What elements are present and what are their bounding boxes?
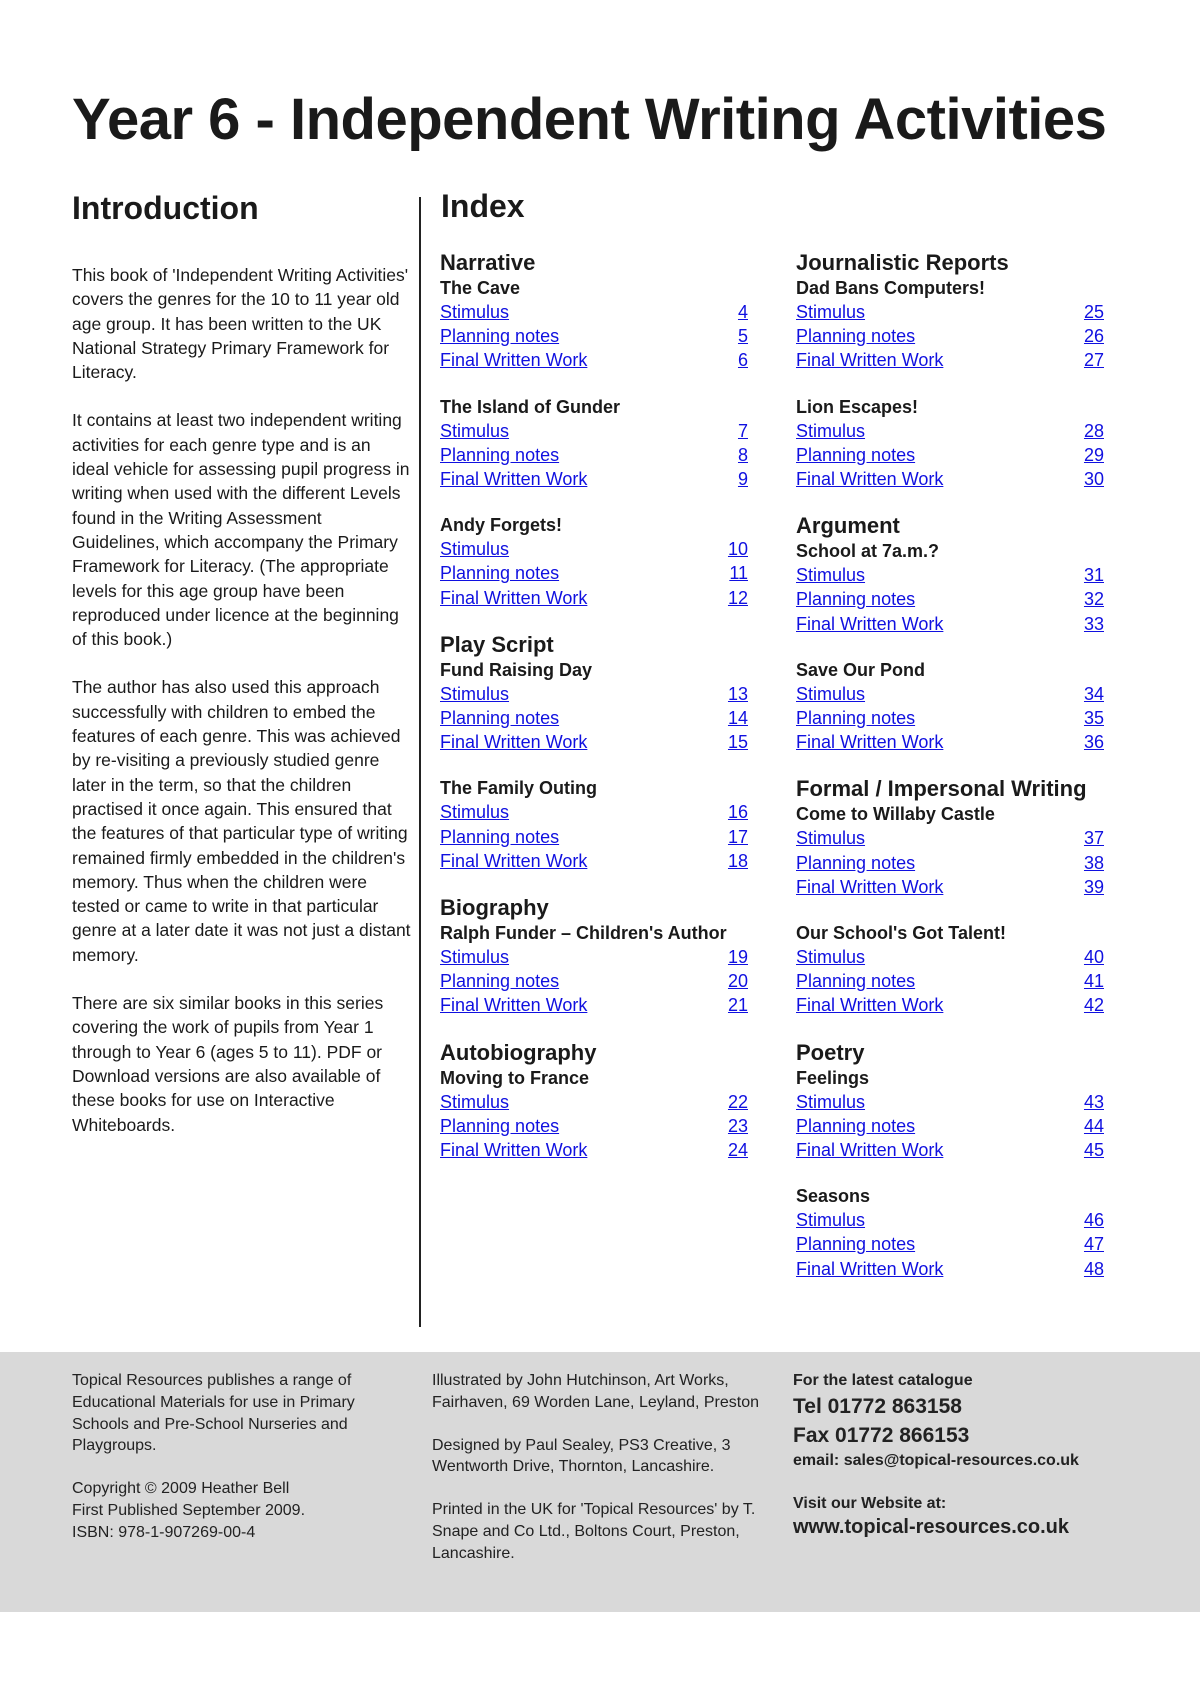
activity-title: Andy Forgets! xyxy=(440,515,563,536)
final-link[interactable]: Final Written Work xyxy=(796,350,944,371)
activity-save-our-pond xyxy=(796,658,1126,755)
genre-heading: Biography xyxy=(440,895,549,921)
planning-link[interactable]: Planning notes xyxy=(796,708,916,729)
genre-section-journalistic-reports xyxy=(796,250,1126,491)
planning-link[interactable]: Planning notes xyxy=(440,444,560,465)
website-url: www.topical-resources.co.uk xyxy=(793,1516,1070,1539)
activity-title: Dad Bans Computers! xyxy=(796,278,986,298)
page-number-link[interactable]: 20 xyxy=(727,971,748,992)
final-link[interactable]: Final Written Work xyxy=(440,850,588,871)
genre-section-argument xyxy=(796,513,1126,754)
activity-lion-escapes xyxy=(796,395,1126,492)
index-entry xyxy=(796,324,1104,348)
planning-link[interactable]: Planning notes xyxy=(796,589,916,610)
activity-title: The Cave xyxy=(440,278,521,298)
page-number-link[interactable]: 25 xyxy=(1083,302,1104,322)
planning-link[interactable]: Planning notes xyxy=(440,826,560,847)
website-label: Visit our Website at: xyxy=(793,1494,947,1512)
activity-title: Seasons xyxy=(796,1186,871,1207)
index-entry xyxy=(440,419,748,443)
activity-the-island-of-gunder xyxy=(440,395,770,492)
intro-paragraph-4: There are six similar books in this series covering the work of pupils from Year 1 through to Year 6 (ages 5 to 11). PDF or Download versions are also available of these books for use on Interactive Whiteboards. xyxy=(72,993,384,1135)
index-entry xyxy=(796,1114,1104,1138)
index-entry xyxy=(440,537,748,561)
planning-link[interactable]: Planning notes xyxy=(796,444,916,465)
page-number-link[interactable]: 33 xyxy=(1083,613,1104,634)
activity-the-cave xyxy=(440,276,770,373)
index-entry xyxy=(796,348,1104,372)
index-entry xyxy=(440,467,748,491)
page-number-link[interactable]: 34 xyxy=(1083,683,1104,704)
page-title: Year 6 - Independent Writing Activities xyxy=(72,87,1107,152)
column-divider xyxy=(419,197,421,1327)
planning-link[interactable]: Planning notes xyxy=(440,326,560,347)
page-number-link[interactable]: 26 xyxy=(1083,326,1104,347)
page-number-link[interactable]: 28 xyxy=(1083,420,1104,441)
email: email: sales@topical-resources.co.uk xyxy=(793,1451,1079,1469)
stimulus-link[interactable]: Stimulus xyxy=(440,420,510,441)
page-number-link[interactable]: 21 xyxy=(727,995,748,1016)
page-number-link[interactable]: 7 xyxy=(737,420,748,441)
footer-credits xyxy=(432,1370,772,1586)
activity-ralph-funder-children-s-author xyxy=(440,921,770,1018)
index-entry xyxy=(796,969,1104,993)
page-number-link[interactable]: 4 xyxy=(737,302,748,322)
activity-seasons xyxy=(796,1184,1126,1281)
final-link[interactable]: Final Written Work xyxy=(440,995,588,1016)
introduction-heading: Introduction xyxy=(72,190,259,226)
page-number-link[interactable]: 6 xyxy=(737,350,748,371)
stimulus-link[interactable]: Stimulus xyxy=(796,683,866,704)
index-entry xyxy=(440,945,748,969)
page-number-link[interactable]: 44 xyxy=(1083,1115,1104,1136)
index-entry xyxy=(796,826,1104,850)
activity-title: Fund Raising Day xyxy=(440,659,593,680)
designed-by: Designed by Paul Sealey, PS3 Creative, 3 Wentworth Drive, Thornton, Lancashire. xyxy=(432,1436,731,1476)
page-number-link[interactable]: 18 xyxy=(727,850,748,871)
stimulus-link[interactable]: Stimulus xyxy=(440,302,510,322)
activity-title: The Island of Gunder xyxy=(440,396,621,417)
genre-section-biography xyxy=(440,895,770,1018)
page-number-link[interactable]: 35 xyxy=(1083,708,1104,729)
final-link[interactable]: Final Written Work xyxy=(796,1258,944,1279)
activity-title: Lion Escapes! xyxy=(796,396,919,417)
page-number-link[interactable]: 13 xyxy=(727,683,748,704)
page-number-link[interactable]: 36 xyxy=(1083,732,1104,753)
activity-title: Come to Willaby Castle xyxy=(796,804,995,825)
stimulus-link[interactable]: Stimulus xyxy=(796,1091,866,1112)
stimulus-link[interactable]: Stimulus xyxy=(796,828,866,849)
page-number-link[interactable]: 9 xyxy=(737,469,748,490)
planning-link[interactable]: Planning notes xyxy=(440,563,560,584)
page-number-link[interactable]: 30 xyxy=(1083,469,1104,490)
index-entry xyxy=(796,612,1104,636)
index-entry xyxy=(440,561,748,585)
stimulus-link[interactable]: Stimulus xyxy=(796,420,866,441)
footer xyxy=(0,1352,1200,1612)
index-entry xyxy=(796,945,1104,969)
index-entry xyxy=(440,324,748,348)
index-entry xyxy=(796,1232,1104,1256)
index-entry xyxy=(440,1138,748,1162)
stimulus-link[interactable]: Stimulus xyxy=(796,565,866,586)
planning-link[interactable]: Planning notes xyxy=(796,1234,916,1255)
stimulus-link[interactable]: Stimulus xyxy=(440,947,510,968)
planning-link[interactable]: Planning notes xyxy=(796,326,916,347)
activity-title: Feelings xyxy=(796,1067,870,1088)
page-number-link[interactable]: 17 xyxy=(727,826,748,847)
page-number-link[interactable]: 40 xyxy=(1083,947,1104,968)
final-link[interactable]: Final Written Work xyxy=(796,469,944,490)
final-link[interactable]: Final Written Work xyxy=(440,587,588,608)
genre-section-poetry xyxy=(796,1040,1126,1281)
index-entry xyxy=(440,443,748,467)
activity-come-to-willaby-castle xyxy=(796,802,1126,899)
copyright: Copyright © 2009 Heather Bell xyxy=(72,1480,290,1498)
page-number-link[interactable]: 39 xyxy=(1083,876,1104,897)
index-entry xyxy=(796,706,1104,730)
publisher-description: Topical Resources publishes a range of Educational Materials for use in Primary Schools and Pre-School Nurseries and Playgroups. xyxy=(72,1372,355,1455)
genre-heading: Poetry xyxy=(796,1039,865,1065)
page-number-link[interactable]: 24 xyxy=(727,1140,748,1161)
stimulus-link[interactable]: Stimulus xyxy=(440,802,510,823)
stimulus-link[interactable]: Stimulus xyxy=(440,539,510,560)
activity-title: Our School's Got Talent! xyxy=(796,923,1006,944)
index-entry xyxy=(796,467,1104,491)
index-entry xyxy=(440,800,748,824)
index-entry xyxy=(440,730,748,754)
index-entry xyxy=(796,1257,1104,1281)
index-entry xyxy=(796,563,1104,587)
index-entry xyxy=(796,682,1104,706)
page-number-link[interactable]: 45 xyxy=(1083,1140,1104,1161)
stimulus-link[interactable]: Stimulus xyxy=(796,302,866,322)
stimulus-link[interactable]: Stimulus xyxy=(796,1210,866,1231)
index-entry xyxy=(440,682,748,706)
final-link[interactable]: Final Written Work xyxy=(440,350,588,371)
final-link[interactable]: Final Written Work xyxy=(440,1140,588,1161)
final-link[interactable]: Final Written Work xyxy=(796,1140,944,1161)
page-number-link[interactable]: 27 xyxy=(1083,350,1104,371)
page-number-link[interactable]: 11 xyxy=(729,563,748,584)
activity-title: Moving to France xyxy=(440,1067,590,1088)
stimulus-link[interactable]: Stimulus xyxy=(440,1091,510,1112)
index-entry xyxy=(796,1090,1104,1114)
index-entry xyxy=(796,730,1104,754)
genre-heading: Autobiography xyxy=(440,1039,597,1065)
index-column-left xyxy=(440,250,770,1184)
catalogue-label: For the latest catalogue xyxy=(793,1372,973,1389)
final-link[interactable]: Final Written Work xyxy=(440,732,588,753)
index-entry xyxy=(440,969,748,993)
genre-section-play-script xyxy=(440,632,770,873)
activity-title: Save Our Pond xyxy=(796,659,926,680)
final-link[interactable]: Final Written Work xyxy=(796,995,944,1016)
index-entry xyxy=(796,851,1104,875)
genre-heading: Journalistic Reports xyxy=(796,250,1009,275)
planning-link[interactable]: Planning notes xyxy=(440,708,560,729)
footer-contact xyxy=(793,1370,1173,1540)
index-entry xyxy=(440,993,748,1017)
activity-school-at-7a-m xyxy=(796,539,1126,636)
planning-link[interactable]: Planning notes xyxy=(796,1115,916,1136)
footer-publisher-info xyxy=(72,1370,402,1544)
page-number-link[interactable]: 42 xyxy=(1083,995,1104,1016)
index-entry xyxy=(440,825,748,849)
printed-by: Printed in the UK for 'Topical Resources' by T. Snape and Co Ltd., Boltons Court, Preston, Lancashire. xyxy=(432,1501,756,1562)
genre-section-narrative xyxy=(440,250,770,610)
page-number-link[interactable]: 37 xyxy=(1083,828,1104,849)
final-link[interactable]: Final Written Work xyxy=(796,876,944,897)
page-number-link[interactable]: 32 xyxy=(1083,589,1104,610)
index-column-right xyxy=(796,250,1126,1303)
index-entry xyxy=(440,1090,748,1114)
page-number-link[interactable]: 19 xyxy=(727,947,748,968)
activity-title: The Family Outing xyxy=(440,778,598,799)
index-entry xyxy=(440,300,748,324)
activity-andy-forgets xyxy=(440,513,770,610)
page-number-link[interactable]: 5 xyxy=(737,326,748,347)
genre-section-autobiography xyxy=(440,1040,770,1163)
page-number-link[interactable]: 31 xyxy=(1083,565,1104,586)
page-number-link[interactable]: 8 xyxy=(737,444,748,465)
page-number-link[interactable]: 15 xyxy=(727,732,748,753)
genre-heading: Play Script xyxy=(440,631,554,657)
activity-title: Ralph Funder – Children's Author xyxy=(440,923,727,944)
page-number-link[interactable]: 29 xyxy=(1083,444,1104,465)
index-entry xyxy=(796,587,1104,611)
activity-fund-raising-day xyxy=(440,658,770,755)
index-entry xyxy=(440,348,748,372)
index-entry xyxy=(440,586,748,610)
illustrated-by: Illustrated by John Hutchinson, Art Works, Fairhaven, 69 Worden Lane, Leyland, Preston xyxy=(432,1372,760,1411)
index-entry xyxy=(796,1208,1104,1232)
page-number-link[interactable]: 41 xyxy=(1083,971,1104,992)
isbn: ISBN: 978-1-907269-00-4 xyxy=(72,1523,256,1541)
activity-our-school-s-got-talent xyxy=(796,921,1126,1018)
index-entry xyxy=(440,1114,748,1138)
intro-paragraph-3: The author has also used this approach successfully with children to embed the features of each genre. This was achieved by re-visiting a previously studied genre later in the term, so that the children practised it once again. This ensured that the features of that particular type of writing remained firmly embedded in the children's memory. Thus when the children were tested or came to write in that particular genre at a later date it was not just a distant memory. xyxy=(72,677,411,965)
activity-title: School at 7a.m.? xyxy=(796,541,940,562)
page-number-link[interactable]: 10 xyxy=(727,539,748,560)
fax: Fax 01772 866153 xyxy=(793,1423,970,1447)
index-entry xyxy=(796,993,1104,1017)
page-number-link[interactable]: 46 xyxy=(1083,1210,1104,1231)
page-number-link[interactable]: 12 xyxy=(727,587,748,608)
index-entry xyxy=(796,443,1104,467)
page-number-link[interactable]: 48 xyxy=(1083,1258,1104,1279)
planning-link[interactable]: Planning notes xyxy=(796,971,916,992)
activity-moving-to-france xyxy=(440,1066,770,1163)
stimulus-link[interactable]: Stimulus xyxy=(796,947,866,968)
activity-feelings xyxy=(796,1066,1126,1163)
index-entry xyxy=(440,706,748,730)
index-entry xyxy=(796,300,1104,324)
genre-heading: Formal / Impersonal Writing xyxy=(796,776,1087,802)
page-number-link[interactable]: 22 xyxy=(727,1091,748,1112)
page-number-link[interactable]: 14 xyxy=(727,708,748,729)
page-number-link[interactable]: 47 xyxy=(1083,1234,1104,1255)
first-published: First Published September 2009. xyxy=(72,1501,306,1519)
genre-section-formal-impersonal-writing xyxy=(796,776,1126,1017)
index-entry xyxy=(796,875,1104,899)
activity-dad-bans-computers xyxy=(796,276,1126,373)
introduction-section xyxy=(72,190,412,1161)
planning-link[interactable]: Planning notes xyxy=(440,1115,560,1136)
intro-paragraph-2: It contains at least two independent writing activities for each genre type and is an ideal vehicle for assessing pupil progress in writing when used with the different Levels found in the Writing Assessment Guidelines, which accompany the Primary Framework for Literacy. (The appropriate levels for this age group have been reproduced under licence at the beginning of this book.) xyxy=(72,410,410,650)
genre-heading: Argument xyxy=(796,513,900,539)
planning-link[interactable]: Planning notes xyxy=(440,971,560,992)
page-number-link[interactable]: 43 xyxy=(1083,1091,1104,1112)
telephone: Tel 01772 863158 xyxy=(793,1394,962,1418)
genre-heading: Narrative xyxy=(440,250,536,275)
final-link[interactable]: Final Written Work xyxy=(796,732,944,753)
final-link[interactable]: Final Written Work xyxy=(440,469,588,490)
index-entry xyxy=(796,419,1104,443)
index-heading: Index xyxy=(441,188,525,224)
index-entry xyxy=(440,849,748,873)
page-number-link[interactable]: 16 xyxy=(727,802,748,823)
index-entry xyxy=(796,1138,1104,1162)
activity-the-family-outing xyxy=(440,776,770,873)
page-number-link[interactable]: 38 xyxy=(1083,852,1104,873)
final-link[interactable]: Final Written Work xyxy=(796,613,944,634)
page-number-link[interactable]: 23 xyxy=(727,1115,748,1136)
planning-link[interactable]: Planning notes xyxy=(796,852,916,873)
intro-paragraph-1: This book of 'Independent Writing Activities' covers the genres for the 10 to 11 year old age group. It has been written to the UK National Strategy Primary Framework for Literacy. xyxy=(72,265,409,383)
stimulus-link[interactable]: Stimulus xyxy=(440,683,510,704)
